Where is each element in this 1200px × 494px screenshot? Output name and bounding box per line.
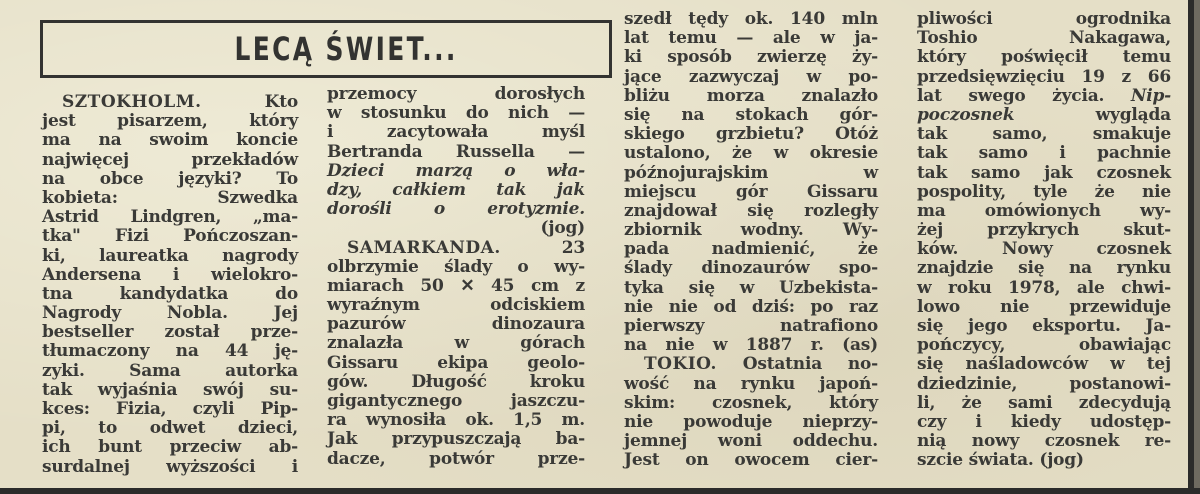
line-text: późnojurajskim w	[624, 162, 878, 183]
text-line	[917, 355, 1171, 374]
text-line	[42, 266, 298, 285]
text-line	[624, 317, 878, 336]
line-text: przemocy dorosłych	[327, 84, 585, 104]
line-text: tłumaczony na 44 ję-	[42, 341, 298, 362]
text-line	[624, 202, 878, 221]
line-text: Toshio Nakagawa,	[917, 28, 1171, 49]
line-text: skim: czosnek, który	[624, 392, 878, 413]
line-text: Dzieci marzą o wła-	[327, 160, 585, 181]
line-text: na nie w 1887 r. (as)	[624, 335, 878, 356]
line-text: wyraźnym odciskiem	[327, 295, 585, 316]
line-text: który poświęcił temu	[917, 47, 1171, 68]
text-line	[327, 392, 585, 411]
text-line	[624, 87, 878, 106]
line-text: nie powoduje nieprzy-	[624, 411, 878, 432]
line-text: wość na rynku japoń-	[624, 373, 878, 394]
text-line	[624, 279, 878, 298]
text-line	[917, 298, 1171, 317]
line-text: pończycy, obawiając	[917, 335, 1171, 356]
headline: LECĄ ŚWIET...	[234, 30, 458, 68]
text-line	[624, 125, 878, 144]
text-line	[624, 413, 878, 432]
line-text: tak wyjaśnia swój su-	[42, 379, 298, 400]
text-line	[624, 221, 878, 240]
text-line	[327, 85, 585, 104]
text-line	[624, 355, 878, 374]
text-line	[42, 151, 298, 170]
line-text: bliżu morza znalazło	[624, 85, 878, 106]
line-text: jest pisarzem, który	[42, 111, 298, 132]
line-text: Nagrody Nobla. Jej	[42, 303, 298, 324]
line-text: tak samo, smakuje	[917, 124, 1171, 145]
text-line	[327, 450, 585, 469]
headline-box	[40, 20, 612, 78]
text-line	[624, 259, 878, 278]
text-line	[624, 451, 878, 470]
line-text: zyki. Sama autorka	[42, 360, 298, 381]
text-line	[42, 342, 298, 361]
line-text: szedł tędy ok. 140 mln	[624, 9, 878, 29]
text-line	[327, 123, 585, 142]
line-text: jemnej woni oddechu.	[624, 431, 878, 452]
line-text: znajdzie się na rynku	[917, 258, 1171, 279]
article-column-1	[42, 93, 298, 477]
text-line	[917, 394, 1171, 413]
line-text: miejscu gór Gissaru	[624, 181, 878, 202]
line-text: gigantycznego jaszczu-	[327, 391, 585, 411]
line-text: Gissaru ekipa geolo-	[327, 352, 585, 373]
text-line	[917, 451, 1171, 470]
text-line	[917, 259, 1171, 278]
line-text: pi, to odwet dzieci,	[42, 418, 298, 439]
text-line	[42, 285, 298, 304]
line-text: bestseller został prze-	[42, 322, 298, 343]
text-line	[42, 170, 298, 189]
line-text: ra wynosiła ok. 1,5 m.	[327, 410, 585, 431]
line-text: ki, laureatka nagrody	[42, 245, 298, 266]
line-text: najwięcej przekładów	[42, 149, 298, 170]
line-text: dziedzinie, postanowi-	[917, 373, 1171, 394]
line-text: olbrzymie ślady o wy-	[327, 256, 585, 277]
text-line	[327, 334, 585, 353]
text-line	[624, 183, 878, 202]
line-text: ków. Nowy czosnek	[917, 239, 1171, 260]
line-text: się jego eksportu. Ja-	[917, 316, 1171, 336]
text-line	[624, 144, 878, 163]
text-line	[327, 162, 585, 181]
text-line	[917, 279, 1171, 298]
text-line	[42, 227, 298, 246]
line-text: tyka się w Uzbekista-	[624, 277, 878, 298]
text-line	[327, 277, 585, 296]
line-text: miarach 50 ✕ 45 cm z	[327, 275, 585, 296]
text-line	[917, 317, 1171, 336]
text-line	[327, 258, 585, 277]
line-text: Andersena i wielokro-	[42, 264, 298, 285]
line-text: gów. Długość kroku	[327, 371, 585, 392]
line-text: nie nie od dziś: po raz	[624, 296, 878, 317]
line-text: tna kandydatka do	[42, 283, 298, 304]
line-text: pliwości ogrodnika	[917, 9, 1171, 29]
text-line	[917, 183, 1171, 202]
text-line	[917, 202, 1171, 221]
line-text: Kto	[201, 92, 298, 112]
line-text: Jak przypuszczają ba-	[327, 429, 585, 450]
text-line	[42, 323, 298, 342]
article-column-3	[624, 10, 878, 471]
line-text: ma omówionych wy-	[917, 200, 1171, 221]
line-text: pierwszy natrafiono	[624, 316, 878, 336]
text-line	[327, 200, 585, 219]
line-text: czy i kiedy udostęp-	[917, 411, 1171, 432]
line-text: Bertranda Russella —	[327, 141, 585, 162]
text-line	[624, 240, 878, 259]
text-line	[327, 181, 585, 200]
dateline: TOKIO.	[644, 354, 717, 375]
text-line	[917, 106, 1171, 125]
text-line	[624, 106, 878, 125]
text-line	[42, 304, 298, 323]
text-line	[327, 104, 585, 123]
line-text-tail: wygląda	[1014, 104, 1171, 125]
text-line	[917, 87, 1171, 106]
text-line	[327, 373, 585, 392]
line-text: (jog)	[540, 218, 585, 239]
line-text: się naśladowców w tej	[917, 354, 1171, 375]
line-text: szcie świata. (jog)	[917, 450, 1084, 471]
text-line	[917, 375, 1171, 394]
line-text: skiego grzbietu? Otóż	[624, 124, 878, 145]
text-line	[327, 430, 585, 449]
bottom-border-rule	[0, 488, 1200, 494]
text-line	[624, 10, 878, 29]
line-text: ślady dinozaurów spo-	[624, 258, 878, 279]
text-line	[42, 458, 298, 477]
line-text: i zacytowała myśl	[327, 122, 585, 143]
text-line	[42, 362, 298, 381]
text-line	[327, 411, 585, 430]
line-text: li, że sami zdecydują	[917, 392, 1171, 413]
text-line	[327, 143, 585, 162]
dateline: SAMARKANDA.	[347, 237, 501, 258]
text-line	[624, 394, 878, 413]
line-text: w stosunku do nich —	[327, 103, 585, 124]
text-line	[42, 400, 298, 419]
text-line	[917, 221, 1171, 240]
text-line	[327, 296, 585, 315]
text-line	[624, 432, 878, 451]
article-column-2	[327, 85, 585, 469]
text-line	[917, 413, 1171, 432]
text-line	[624, 375, 878, 394]
page-edge	[1194, 0, 1200, 494]
text-line	[42, 247, 298, 266]
line-text: zbiornik wodny. Wy-	[624, 220, 878, 241]
text-line	[624, 298, 878, 317]
text-line	[42, 189, 298, 208]
line-text: żej przykrych skut-	[917, 220, 1171, 241]
text-line	[42, 93, 298, 112]
line-text: pazurów dinozaura	[327, 314, 585, 335]
text-line	[917, 240, 1171, 259]
line-text: przedsięwzięciu 19 z 66	[917, 66, 1171, 87]
article-column-4	[917, 10, 1171, 471]
line-text: poczosnek	[917, 104, 1015, 125]
text-line	[917, 10, 1171, 29]
line-text: jące zazwyczaj w po-	[624, 66, 878, 87]
line-text: Astrid Lindgren, „ma-	[42, 207, 298, 228]
text-line	[624, 164, 878, 183]
italic-text: Nip-	[1130, 85, 1171, 106]
line-text: lat swego życia.	[917, 85, 1131, 106]
line-text: się na stokach gór-	[624, 104, 878, 125]
line-text: Ostatnia no-	[716, 354, 878, 375]
text-line	[327, 219, 585, 238]
text-line	[624, 29, 878, 48]
text-line	[624, 68, 878, 87]
line-text: pospolity, tyle że nie	[917, 181, 1171, 202]
line-text: tak samo i pachnie	[917, 143, 1171, 164]
line-text: pada nadmienić, że	[624, 239, 878, 260]
text-line	[327, 315, 585, 334]
line-text: w roku 1978, ale chwi-	[917, 277, 1171, 298]
text-line	[917, 164, 1171, 183]
text-line	[42, 112, 298, 131]
text-line	[42, 208, 298, 227]
dateline: SZTOKHOLM.	[62, 92, 202, 112]
line-text: znalazła w górach	[327, 333, 585, 354]
text-line	[917, 125, 1171, 144]
text-line	[624, 48, 878, 67]
line-text: nią nowy czosnek re-	[917, 431, 1171, 452]
line-text: lat temu — ale w ja-	[624, 28, 878, 49]
text-line	[42, 438, 298, 457]
line-text: na obce języki? To	[42, 168, 298, 189]
line-text: surdalnej wyższości i	[42, 456, 298, 477]
text-line	[42, 419, 298, 438]
line-text: lowo nie przewiduje	[917, 296, 1171, 317]
text-line	[917, 432, 1171, 451]
line-text: dzy, całkiem tak jak	[327, 179, 585, 200]
text-line	[917, 144, 1171, 163]
text-line	[624, 336, 878, 355]
line-text: tak samo jak czosnek	[917, 162, 1171, 183]
text-line	[42, 381, 298, 400]
line-text: ma na swoim koncie	[42, 130, 298, 151]
line-text: dorośli o erotyzmie.	[327, 199, 585, 220]
line-text: dacze, potwór prze-	[327, 448, 585, 469]
text-line	[327, 239, 585, 258]
line-text: ich bunt przeciw ab-	[42, 437, 298, 458]
text-line	[327, 354, 585, 373]
line-text: znajdował się rozległy	[624, 200, 878, 221]
line-text: 23	[500, 237, 585, 258]
text-line	[917, 68, 1171, 87]
line-text: ustalono, że w okresie	[624, 143, 878, 164]
line-text: Jest on owocem cier-	[624, 450, 878, 471]
line-text: kces: Fizia, czyli Pip-	[42, 399, 298, 419]
line-text: ki sposób zwierzę ży-	[624, 47, 878, 68]
line-text: kobieta: Szwedka	[42, 187, 298, 208]
text-line	[917, 336, 1171, 355]
line-text: tka" Fizi Pończoszan-	[42, 226, 298, 247]
text-line	[917, 48, 1171, 67]
text-line	[42, 131, 298, 150]
text-line	[917, 29, 1171, 48]
